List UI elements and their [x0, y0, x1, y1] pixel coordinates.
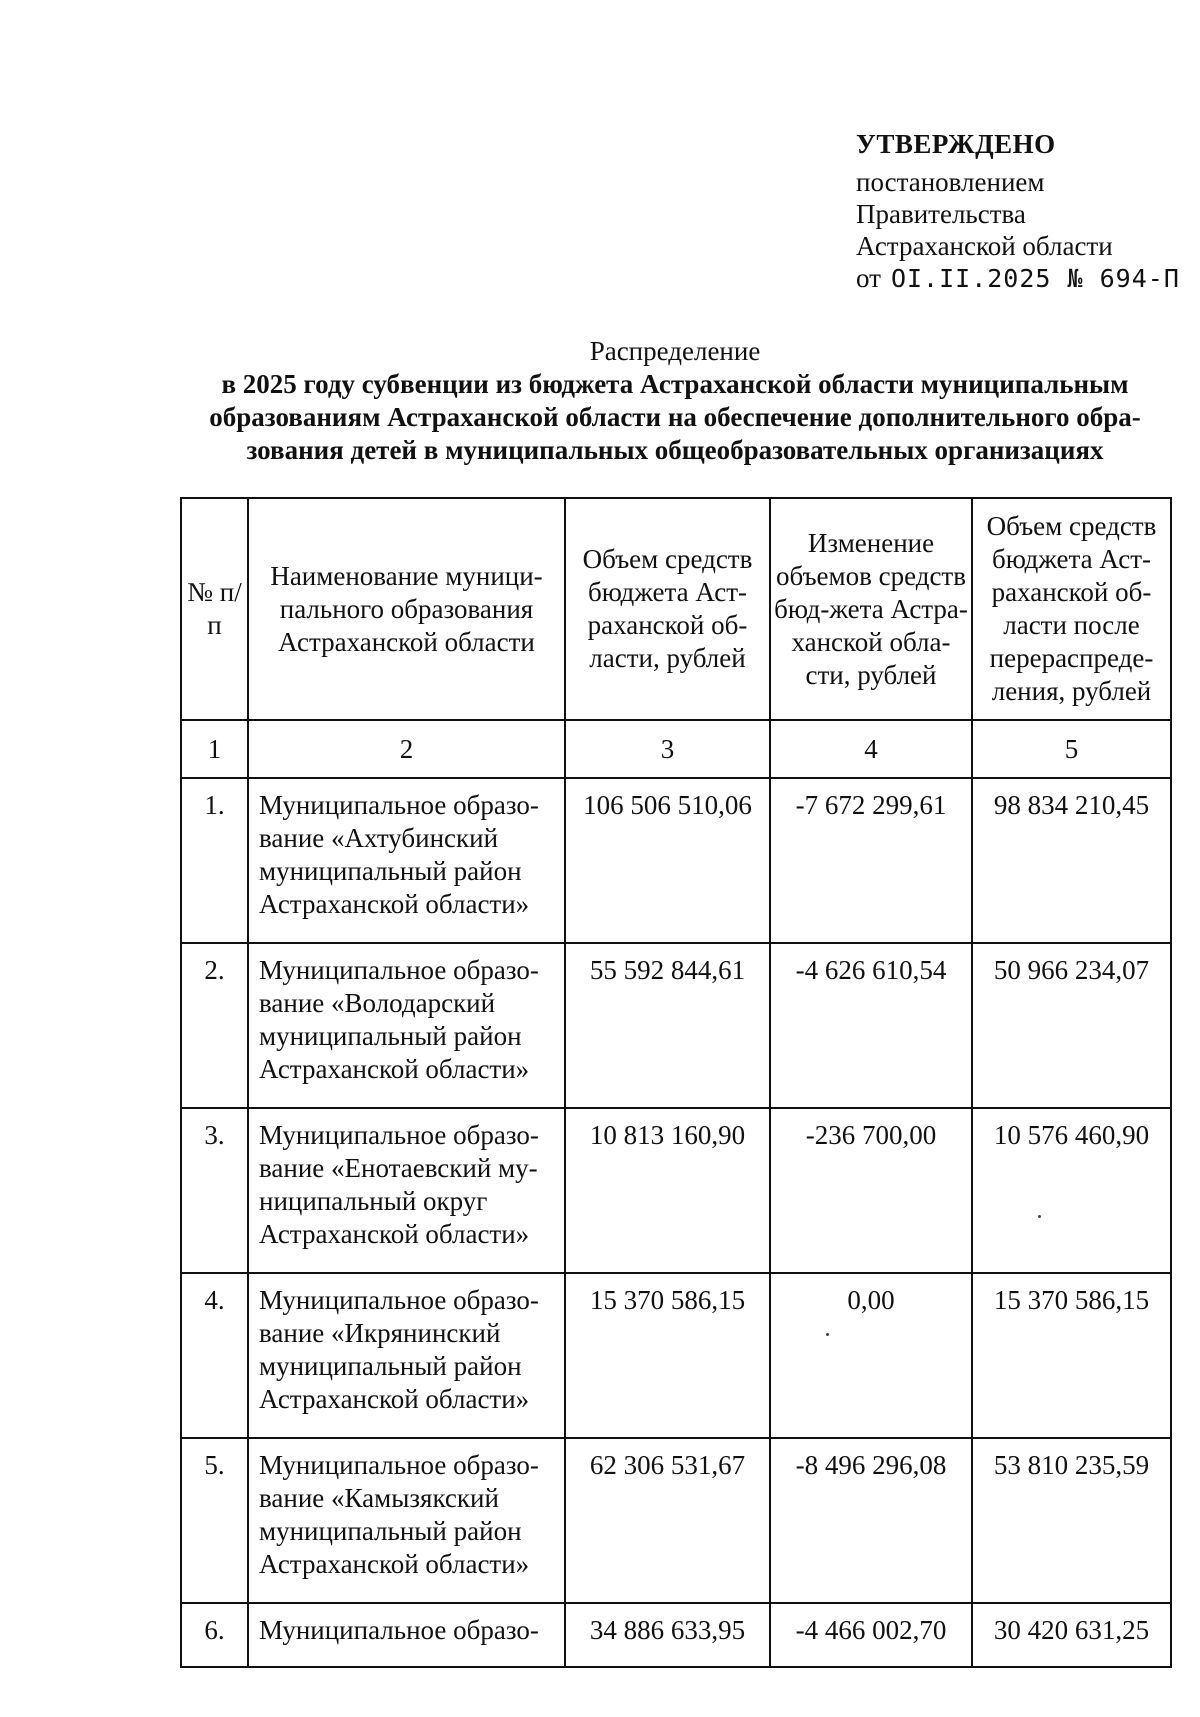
row-number: 1.	[181, 778, 248, 943]
table-row	[181, 1438, 1171, 1603]
header-cell-change: Изменение объемов средств бюд-жета Астра-ханской обла-сти, рублей	[770, 498, 972, 720]
title-line-1: Распределение	[589, 336, 761, 366]
column-number: 3	[565, 720, 770, 778]
table-row	[181, 1273, 1171, 1438]
scan-speck	[1038, 1215, 1041, 1218]
row-number: 6.	[181, 1603, 248, 1667]
row-number: 3.	[181, 1108, 248, 1273]
header-cell-number: № п/п	[181, 498, 248, 720]
header-cell-after: Объем средств бюджета Аст-раханской об-ласти после перераспреде-ления, рублей	[972, 498, 1171, 720]
header-cell-volume: Объем средств бюджета Аст-раханской об-ласти, рублей	[565, 498, 770, 720]
row-number: 4.	[181, 1273, 248, 1438]
approval-line-3: Астраханской области	[856, 231, 1113, 261]
approval-date-line	[856, 262, 1180, 295]
document-title	[180, 335, 1170, 467]
row-volume: 62 306 531,67	[565, 1438, 770, 1603]
row-volume: 15 370 586,15	[565, 1273, 770, 1438]
row-name: Муниципальное образо-вание «Ахтубинский муниципальный район Астраханской области»	[248, 778, 565, 943]
row-name: Муниципальное образо-вание «Володарский муниципальный район Астраханской области»	[248, 943, 565, 1108]
row-change: -4 626 610,54	[770, 943, 972, 1108]
row-volume: 106 506 510,06	[565, 778, 770, 943]
scan-speck	[826, 1333, 829, 1336]
row-change: -8 496 296,08	[770, 1438, 972, 1603]
header-cell-name: Наименование муници-пального образования Астраханской области	[248, 498, 565, 720]
title-line-3: образованиям Астраханской области на обеспечение дополнительного обра-	[209, 402, 1141, 432]
distribution-table	[180, 497, 1172, 1668]
row-after: 53 810 235,59	[972, 1438, 1171, 1603]
row-change: -4 466 002,70	[770, 1603, 972, 1667]
approval-block	[856, 128, 1180, 295]
row-volume: 10 813 160,90	[565, 1108, 770, 1273]
title-line-4: зования детей в муниципальных общеобразовательных организациях	[246, 435, 1104, 465]
approval-date-stamp: OI.II.2025 № 694-П	[890, 264, 1180, 293]
approval-heading: УТВЕРЖДЕНО	[856, 129, 1056, 159]
approval-date-prefix: от	[856, 263, 881, 293]
row-name: Муниципальное образо-вание «Икрянинский муниципальный район Астраханской области»	[248, 1273, 565, 1438]
row-after: 98 834 210,45	[972, 778, 1171, 943]
row-after: 15 370 586,15	[972, 1273, 1171, 1438]
row-number: 5.	[181, 1438, 248, 1603]
row-name: Муниципальное образо-	[248, 1603, 565, 1667]
table-row	[181, 943, 1171, 1108]
row-change: -236 700,00	[770, 1108, 972, 1273]
column-number: 2	[248, 720, 565, 778]
row-after: 30 420 631,25	[972, 1603, 1171, 1667]
row-number: 2.	[181, 943, 248, 1108]
column-number: 4	[770, 720, 972, 778]
column-number: 1	[181, 720, 248, 778]
table-header-row	[181, 498, 1171, 720]
row-volume: 55 592 844,61	[565, 943, 770, 1108]
row-after: 10 576 460,90	[972, 1108, 1171, 1273]
column-number: 5	[972, 720, 1171, 778]
table-row	[181, 1603, 1171, 1667]
row-after: 50 966 234,07	[972, 943, 1171, 1108]
approval-line-2: Правительства	[856, 199, 1026, 229]
row-change: -7 672 299,61	[770, 778, 972, 943]
title-line-2: в 2025 году субвенции из бюджета Астраханской области муниципальным	[221, 369, 1129, 399]
row-change: 0,00	[770, 1273, 972, 1438]
row-volume: 34 886 633,95	[565, 1603, 770, 1667]
table-row	[181, 1108, 1171, 1273]
row-name: Муниципальное образо-вание «Енотаевский му-ниципальный округ Астраханской области»	[248, 1108, 565, 1273]
table-row	[181, 778, 1171, 943]
column-number-row	[181, 720, 1171, 778]
approval-line-1: постановлением	[856, 167, 1045, 197]
row-name: Муниципальное образо-вание «Камызякский муниципальный район Астраханской области»	[248, 1438, 565, 1603]
